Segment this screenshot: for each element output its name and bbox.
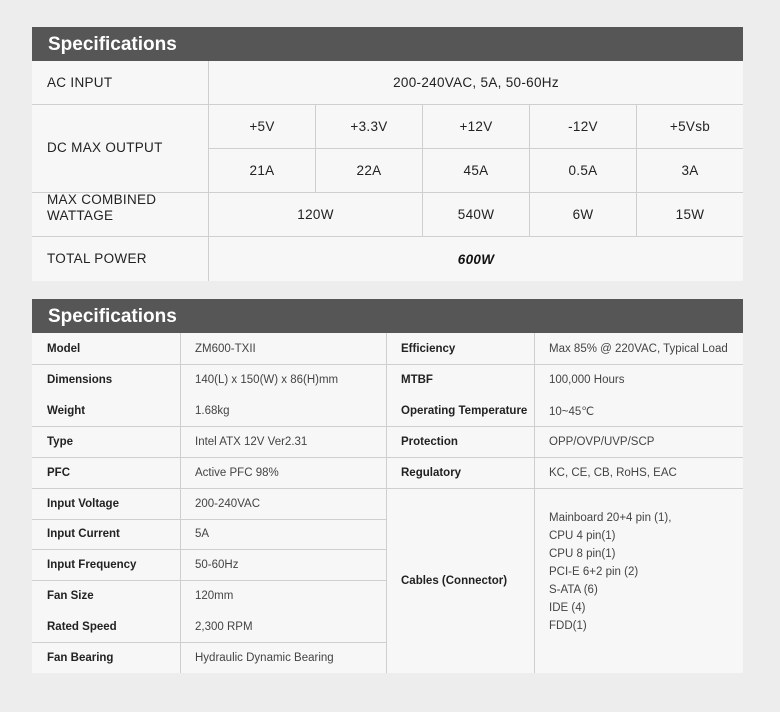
ac-input-label: AC INPUT xyxy=(47,74,113,90)
detail-grid xyxy=(32,333,743,673)
ac-input-value: 200-240VAC, 5A, 50-60Hz xyxy=(393,75,559,90)
type-label: Type xyxy=(47,435,73,448)
protection-value: OPP/OVP/UVP/SCP xyxy=(549,435,655,448)
input-frequency-value: 50-60Hz xyxy=(195,558,239,571)
total-power-value: 600W xyxy=(457,251,495,267)
dimensions-label: Dimensions xyxy=(47,373,113,386)
weight-label: Weight xyxy=(47,404,86,417)
rated-speed-label: Rated Speed xyxy=(47,620,117,633)
efficiency-value: Max 85% @ 220VAC, Typical Load xyxy=(549,342,728,355)
model-value: ZM600-TXII xyxy=(195,342,256,355)
wattage-5v-3v3: 120W xyxy=(297,206,334,222)
mtbf-label: MTBF xyxy=(401,373,433,386)
current-minus-12v: 0.5A xyxy=(568,163,598,178)
efficiency-label: Efficiency xyxy=(401,342,456,355)
table-title: Specifications xyxy=(32,27,743,61)
cable-item: CPU 4 pin(1) xyxy=(549,530,616,542)
wattage-12v: 540W xyxy=(457,206,495,222)
rail-3v3: +3.3V xyxy=(350,118,388,134)
cables-label: Cables (Connector) xyxy=(401,574,508,587)
dimensions-value: 140(L) x 150(W) x 86(H)mm xyxy=(195,373,339,386)
table-title: Specifications xyxy=(32,299,743,333)
total-power-label: TOTAL POWER xyxy=(47,251,147,266)
input-voltage-value: 200-240VAC xyxy=(195,497,260,510)
input-current-label: Input Current xyxy=(47,528,120,540)
cable-item: FDD(1) xyxy=(549,620,587,632)
mtbf-value: 100,000 Hours xyxy=(549,373,625,386)
rail-12v: +12V xyxy=(459,118,493,134)
model-label: Model xyxy=(47,342,81,355)
fan-bearing-label: Fan Bearing xyxy=(47,651,114,664)
protection-label: Protection xyxy=(401,435,458,448)
cable-item: IDE (4) xyxy=(549,602,586,614)
specifications-power-table xyxy=(32,27,743,281)
input-current-value: 5A xyxy=(195,528,210,540)
current-5v: 21A xyxy=(249,163,275,178)
rated-speed-value: 2,300 RPM xyxy=(195,620,253,633)
cables-list xyxy=(549,509,671,635)
pfc-value: Active PFC 98% xyxy=(195,466,279,479)
dc-max-output-label: DC MAX OUTPUT xyxy=(47,140,163,155)
wattage-5vsb: 15W xyxy=(675,206,705,222)
wattage-label-line-2: WATTAGE xyxy=(47,208,114,223)
cable-item: S-ATA (6) xyxy=(549,584,598,596)
fan-bearing-value: Hydraulic Dynamic Bearing xyxy=(195,651,334,664)
max-combined-wattage-label xyxy=(32,192,208,236)
rail-5v: +5V xyxy=(249,118,275,134)
rail-5vsb: +5Vsb xyxy=(669,118,711,134)
current-5vsb: 3A xyxy=(681,163,699,178)
fan-size-value: 120mm xyxy=(195,589,234,602)
weight-value: 1.68kg xyxy=(195,404,230,417)
specifications-detail-table xyxy=(32,299,743,673)
input-voltage-label: Input Voltage xyxy=(47,497,119,510)
cable-item: CPU 8 pin(1) xyxy=(549,548,616,560)
current-3v3: 22A xyxy=(356,163,382,178)
power-grid xyxy=(32,61,743,281)
wattage-label-line-1: MAX COMBINED xyxy=(47,192,157,207)
rail-minus-12v: -12V xyxy=(568,118,598,134)
pfc-label: PFC xyxy=(47,466,70,479)
input-frequency-label: Input Frequency xyxy=(47,558,137,571)
regulatory-label: Regulatory xyxy=(401,466,462,479)
fan-size-label: Fan Size xyxy=(47,589,94,602)
current-12v: 45A xyxy=(463,163,489,178)
cable-item: PCI-E 6+2 pin (2) xyxy=(549,566,639,578)
wattage-minus-12v: 6W xyxy=(572,206,594,222)
operating-temperature-value: 10~45℃ xyxy=(549,405,595,418)
type-value: Intel ATX 12V Ver2.31 xyxy=(195,435,308,448)
cable-item: Mainboard 20+4 pin (1), xyxy=(549,512,672,524)
regulatory-value: KC, CE, CB, RoHS, EAC xyxy=(549,466,677,479)
operating-temperature-label: Operating Temperature xyxy=(401,404,528,417)
